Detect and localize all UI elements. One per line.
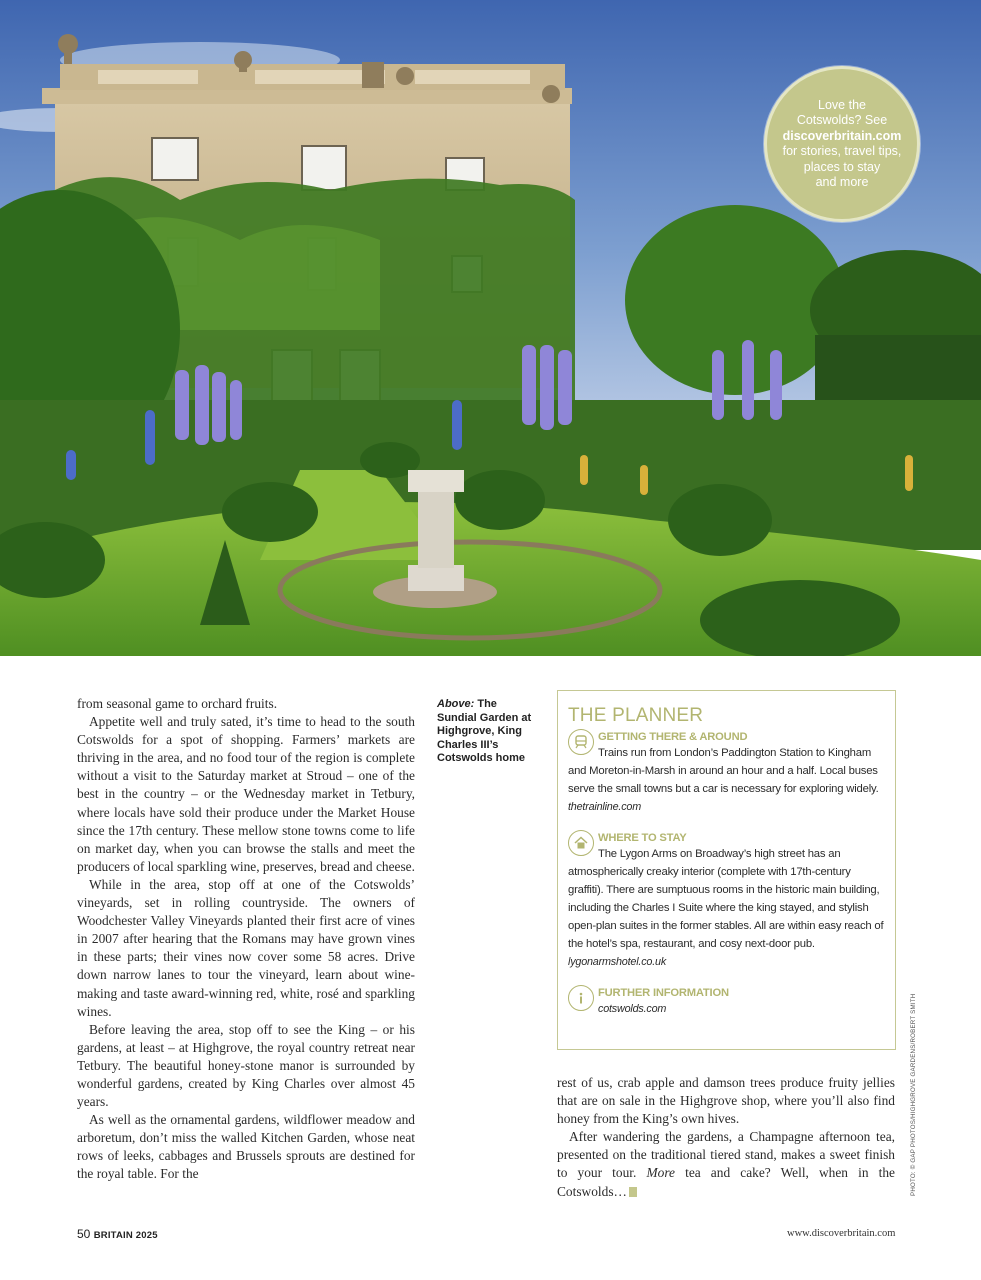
photo-caption — [437, 698, 537, 766]
caption-label: Above: — [437, 698, 475, 710]
planner-section-further-info — [568, 985, 885, 1018]
promo-line-1: Love the — [818, 97, 866, 112]
info-icon — [568, 985, 594, 1011]
promo-line-2: Cotswolds? See — [796, 113, 888, 127]
promo-line-5: and more — [815, 175, 869, 189]
promo-line-4: places to stay — [803, 159, 881, 174]
footer-website[interactable]: www.discoverbritain.com — [787, 1228, 896, 1239]
article-paragraph: After wandering the gardens, a Champagne afternoon tea, presented on the traditional tiered stand, makes a sweet finish to your tour. More tea and cake? Well, when in the Cotswolds… — [557, 1129, 895, 1199]
trainline-link[interactable]: thetrainline.com — [568, 801, 642, 813]
article-paragraph: Appetite well and truly sated, it’s time to head to the south Cotswolds for a spot of shopping. Farmers’ markets are thriving in the area, and no food tour of the region is complete without a visit to the Saturday market at Stroud – one of the best in the country – or the Wednesday market in Tetbury, where locals have sold their produce under the Market House since the 17th century. These mellow stone towns come to life on market day, when you can browse the stalls and meet the producers of local sparkling wine, preserves, bread and cheese. — [77, 714, 415, 874]
article-column-right — [557, 1074, 895, 1201]
planner-heading: FURTHER INFORMATION — [598, 987, 729, 999]
discoverbritain-promo-badge[interactable] — [764, 66, 920, 222]
planner-box — [557, 690, 896, 1050]
cotswolds-link[interactable]: cotswolds.com — [598, 1003, 667, 1015]
magazine-name: BRITAIN 2025 — [93, 1230, 158, 1241]
planner-text — [568, 1000, 885, 1018]
article-paragraph: rest of us, crab apple and damson trees produce fruity jellies that are on sale in the Highgrove shop, where you’ll also find honey from the King’s own hives. — [557, 1075, 895, 1127]
train-icon — [568, 729, 594, 755]
house-icon — [568, 830, 594, 856]
planner-heading: WHERE TO STAY — [598, 832, 687, 844]
article-paragraph: Before leaving the area, stop off to see the King – or his gardens, at least – at Highgrove, the royal country retreat near Tetbury. The beautiful honey-stone manor is surrounded by wonderful gardens, created by King Charles over almost 45 years. — [77, 1021, 415, 1110]
promo-site-link[interactable]: discoverbritain.com — [782, 128, 902, 143]
article-paragraph: As well as the ornamental gardens, wildflower meadow and arboretum, don’t miss the walled Kitchen Garden, whose neat rows of leeks, cabbages and Brussels sprouts are destined for the royal table. For the — [77, 1112, 415, 1182]
planner-heading: GETTING THERE & AROUND — [598, 731, 748, 743]
lygon-arms-link[interactable]: lygonarmshotel.co.uk — [568, 956, 667, 968]
article-paragraph: While in the area, stop off at one of the Cotswolds’ vineyards, set in rolling countryside. The owners of Woodchester Valley Vineyards planted their first acre of vines in 2007 after hearing that the Romans may have grown vines in these parts; their vines now cover some 58 acres. Drive down narrow lanes to tour the vineyard, learn about wine-making and taste award-winning red, white, rosé and sparkling wines. — [77, 876, 415, 1019]
caption-text: The Sundial Garden at Highgrove, King Charles III’s Cotswolds home — [437, 698, 532, 764]
planner-section-where-to-stay — [568, 830, 885, 971]
planner-text: Trains run from London’s Paddington Station to Kingham and Moreton-in-Marsh in around an hour and a half. Local buses serve the small towns but a car is necessary for exploring widely. thetrainline.com — [568, 747, 879, 813]
page-number: 50 — [77, 1227, 91, 1241]
promo-line-3: for stories, travel tips, — [782, 144, 902, 158]
article-column-left — [77, 695, 415, 1184]
photo-credit: PHOTO: © GAP PHOTOS/HIGHGROVE GARDENS/ROBERT SMITH — [910, 993, 917, 1196]
planner-section-getting-there — [568, 729, 885, 816]
footer-folio — [77, 1227, 158, 1241]
article-paragraph: from seasonal game to orchard fruits. — [77, 696, 278, 711]
planner-text: The Lygon Arms on Broadway’s high street has an atmospherically creaky interior (complete with 17th-century graffiti). There are sumptuous rooms in the historic main building, including the Charles I Suite where the king stayed, and stylish open-plan suites in the former stables. All are within easy reach of the hotel’s spa, restaurant, and cosy next-door pub. lygonarmshotel.co.uk — [568, 848, 884, 968]
end-mark-icon — [629, 1187, 637, 1197]
planner-title: THE PLANNER — [568, 705, 704, 726]
